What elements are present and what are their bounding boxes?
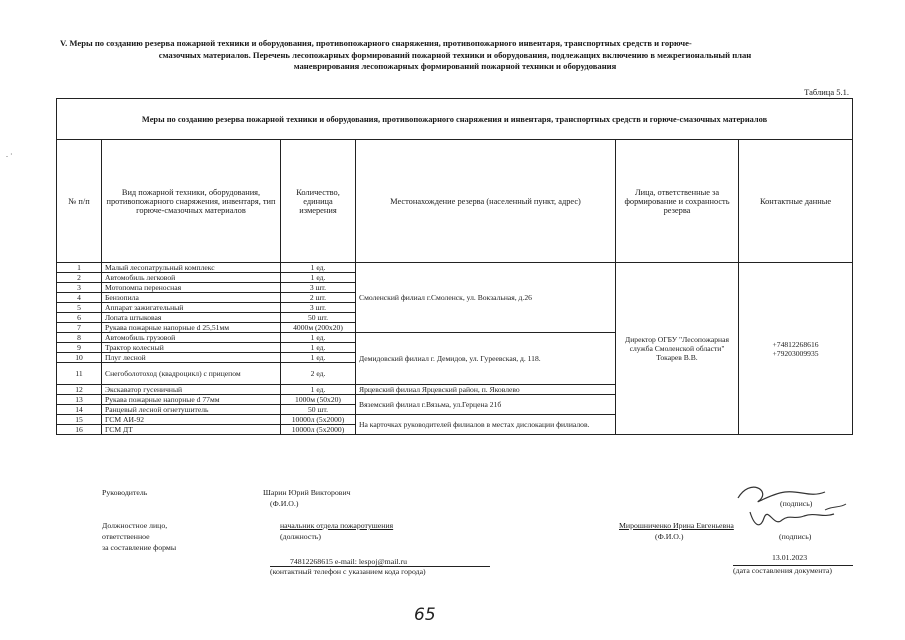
- row-qty: 3 шт.: [281, 283, 356, 293]
- head-label: Руководитель: [102, 488, 148, 497]
- row-kind: Малый лесопатрульный комплекс: [102, 263, 281, 273]
- row-qty: 50 шт.: [281, 313, 356, 323]
- row-qty: 3 шт.: [281, 303, 356, 313]
- row-num: 8: [57, 333, 102, 343]
- phone-hint: (контактный телефон с указанием кода города): [270, 566, 490, 577]
- header-contacts: Контактные данные: [739, 140, 853, 263]
- row-kind: Бензопила: [102, 293, 281, 303]
- row-num: 5: [57, 303, 102, 313]
- official-label-2: ответственное: [102, 532, 150, 541]
- row-num: 12: [57, 385, 102, 395]
- row-num: 16: [57, 425, 102, 435]
- row-num: 6: [57, 313, 102, 323]
- page-number: 65: [414, 605, 436, 625]
- row-qty: 1000м (50x20): [281, 395, 356, 405]
- row-num: 15: [57, 415, 102, 425]
- sign-hint-1: (подпись): [780, 499, 813, 508]
- official-fio-hint: (Ф.И.О.): [655, 532, 684, 541]
- row-kind: Автомобиль легковой: [102, 273, 281, 283]
- row-num: 4: [57, 293, 102, 303]
- row-qty: 2 ед.: [281, 363, 356, 385]
- table-caption: Меры по созданию резерва пожарной техники и оборудования, противопожарного снаряжения и инвентаря, транспортных средств и горюче-смазочных материалов: [57, 99, 853, 140]
- row-qty: 1 ед.: [281, 333, 356, 343]
- row-num: 10: [57, 353, 102, 363]
- head-name: Шарин Юрий Викторович: [263, 488, 351, 497]
- header-qty: Количество, единица измерения: [281, 140, 356, 263]
- row-num: 9: [57, 343, 102, 353]
- scan-dots: . ·: [6, 150, 13, 159]
- location-demidov: Демидовский филиал г. Демидов, ул. Гуреевская, д. 118.: [356, 333, 616, 385]
- official-name: Мирошниченко Ирина Евгеньевна: [619, 521, 734, 530]
- head-fio-hint: (Ф.И.О.): [270, 499, 299, 508]
- row-qty: 1 ед.: [281, 343, 356, 353]
- row-kind: Рукава пожарные напорные d 77мм: [102, 395, 281, 405]
- row-qty: 1 ед.: [281, 263, 356, 273]
- official-position: начальник отдела пожаротушения: [280, 521, 394, 530]
- header-kind: Вид пожарной техники, оборудования, противопожарного снаряжения, инвентаря, тип горюче-смазочных материалов: [102, 140, 281, 263]
- heading-line-2: смазочных материалов. Перечень лесопожарных формирований пожарной техники и оборудования, подлежащих включению в межрегиональный план: [158, 49, 752, 60]
- phone-email: 74812268615 e-mail: lespoj@mail.ru: [290, 557, 407, 566]
- row-kind: Трактор колесный: [102, 343, 281, 353]
- row-qty: 1 ед.: [281, 273, 356, 283]
- table-row: [57, 263, 853, 273]
- row-qty: 10000л (5x2000): [281, 415, 356, 425]
- row-qty: 10000л (5x2000): [281, 425, 356, 435]
- date-hint: (дата составления документа): [733, 565, 853, 576]
- row-num: 3: [57, 283, 102, 293]
- row-num: 13: [57, 395, 102, 405]
- sign-hint-2: (подпись): [779, 532, 812, 541]
- row-qty: 2 шт.: [281, 293, 356, 303]
- table-number: Таблица 5.1.: [804, 87, 849, 97]
- row-kind: Аппарат зажигательный: [102, 303, 281, 313]
- header-responsible: Лица, ответственные за формирование и сохранность резерва: [616, 140, 739, 263]
- row-num: 11: [57, 363, 102, 385]
- document-date: 13.01.2023: [772, 553, 808, 562]
- position-hint: (должность): [280, 532, 321, 541]
- heading-line-3: маневрирования лесопожарных формирований пожарной техники и оборудования: [293, 61, 617, 72]
- row-kind: Мотопомпа переносная: [102, 283, 281, 293]
- row-kind: Ранцевый лесной огнетушитель: [102, 405, 281, 415]
- location-yartsevo: Ярцевский филиал Ярцевский район, п. Яковлево: [356, 385, 616, 395]
- row-kind: ГСМ ДТ: [102, 425, 281, 435]
- handwritten-signature: [730, 470, 850, 540]
- official-label-3: за составление формы: [102, 543, 177, 552]
- reserve-table: [56, 98, 853, 435]
- official-label-1: Должностное лицо,: [102, 521, 168, 530]
- row-kind: Лопата штыковая: [102, 313, 281, 323]
- row-num: 14: [57, 405, 102, 415]
- heading-line-1: V. Меры по созданию резерва пожарной техники и оборудования, противопожарного снаряжения, противопожарного инвентаря, транспортных средств и горюче-: [60, 38, 692, 48]
- row-kind: Снегоболотоход (квадроцикл) с прицепом: [102, 363, 281, 385]
- location-smolensk: Смоленский филиал г.Смоленск, ул. Вокзальная, д.26: [356, 263, 616, 333]
- row-qty: 1 ед.: [281, 385, 356, 395]
- row-kind: Автомобиль грузовой: [102, 333, 281, 343]
- row-num: 2: [57, 273, 102, 283]
- row-kind: ГСМ АИ-92: [102, 415, 281, 425]
- header-location: Местонахождение резерва (населенный пункт, адрес): [356, 140, 616, 263]
- section-heading: [40, 38, 870, 73]
- row-qty: 1 ед.: [281, 353, 356, 363]
- row-qty: 4000м (200x20): [281, 323, 356, 333]
- row-kind: Экскаватор гусеничный: [102, 385, 281, 395]
- row-num: 7: [57, 323, 102, 333]
- responsible-person: Директор ОГБУ "Лесопожарная служба Смоленской области" Токарев В.В.: [616, 263, 739, 435]
- row-num: 1: [57, 263, 102, 273]
- row-qty: 50 шт.: [281, 405, 356, 415]
- row-kind: Плуг лесной: [102, 353, 281, 363]
- contact-phones: +74812268616 +79203009935: [739, 263, 853, 435]
- header-num: № п/п: [57, 140, 102, 263]
- location-vyazma: Вяземский филиал г.Вязьма, ул.Герцена 21б: [356, 395, 616, 415]
- location-cards: На карточках руководителей филиалов в местах дислокации филиалов.: [356, 415, 616, 435]
- row-kind: Рукава пожарные напорные d 25,51мм: [102, 323, 281, 333]
